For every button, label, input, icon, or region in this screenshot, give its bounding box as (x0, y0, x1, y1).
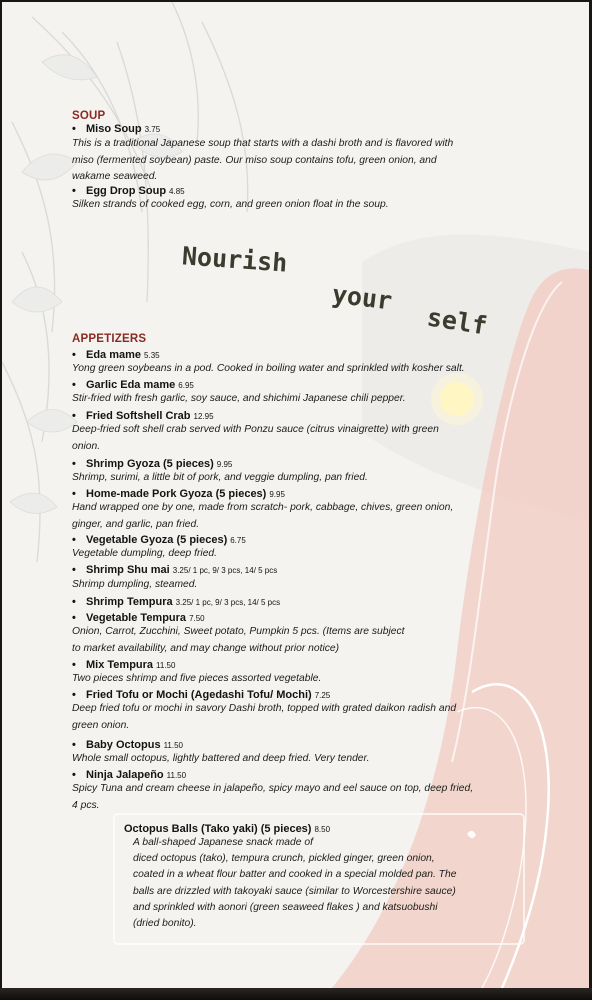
menu-item-miso-soup: • Miso Soup 3.75 (72, 123, 161, 135)
item-description: Deep-fried soft shell crab served with Ponzu sauce (citrus vinaigrette) with green onion. (72, 424, 439, 452)
menu-item-egg-drop-soup: • Egg Drop Soup 4.85 (72, 185, 185, 197)
menu-item-octopus-balls: Octopus Balls (Tako yaki) (5 pieces) 8.50 (124, 823, 331, 835)
menu-page (2, 2, 589, 988)
soup-heading: SOUP (72, 110, 106, 122)
menu-cover-edge (0, 988, 592, 1000)
slogan-word-3: self (425, 302, 490, 341)
slogan-word-1: Nourish (181, 241, 289, 278)
menu-item-fried-softshell-crab: • Fried Softshell Crab 12.95 (72, 410, 214, 422)
menu-item-ninja-jalapeno: • Ninja Jalapeño 11.50 (72, 769, 187, 781)
item-description: Two pieces shrimp and five pieces assorted vegetable. (72, 673, 322, 684)
menu-content (2, 2, 589, 988)
menu-item-vegetable-gyoza: • Vegetable Gyoza (5 pieces) 6.75 (72, 534, 246, 546)
menu-item-mix-tempura: • Mix Tempura 11.50 (72, 659, 176, 671)
menu-item-eda-mame: • Eda mame 5.35 (72, 349, 160, 361)
item-description: Vegetable dumpling, deep fried. (72, 548, 218, 559)
item-description: Shrimp, surimi, a little bit of pork, and veggie dumpling, pan fried. (72, 472, 368, 483)
item-description: This is a traditional Japanese soup that starts with a dashi broth and is flavored with miso (fermented soybean) paste. Our miso soup contains tofu, green onion, and wakame seaweed. (72, 138, 454, 182)
appetizers-heading: APPETIZERS (72, 333, 147, 345)
item-description: Stir-fried with fresh garlic, soy sauce, and shichimi Japanese chili pepper. (72, 393, 406, 404)
menu-item-vegetable-tempura: • Vegetable Tempura 7.50 (72, 612, 205, 624)
menu-item-shrimp-gyoza: • Shrimp Gyoza (5 pieces) 9.95 (72, 458, 233, 470)
item-description: Deep fried tofu or mochi in savory Dashi broth, topped with grated daikon radish and green onion. (72, 703, 457, 731)
item-description: Silken strands of cooked egg, corn, and green onion float in the soup. (72, 199, 389, 210)
item-description: Hand wrapped one by one, made from scratch- pork, cabbage, chives, green onion, ginger, and garlic, pan fried. (72, 502, 454, 530)
item-description: Spicy Tuna and cream cheese in jalapeño, spicy mayo and eel sauce on top, deep fried, 4 pcs. (72, 783, 474, 811)
item-description: Onion, Carrot, Zucchini, Sweet potato, Pumpkin 5 pcs. (Items are subject to market availability, and may change without prior notice) (72, 626, 405, 654)
menu-item-fried-tofu-mochi: • Fried Tofu or Mochi (Agedashi Tofu/ Mochi) 7.25 (72, 689, 331, 701)
item-description: Shrimp dumpling, steamed. (72, 579, 198, 590)
menu-item-garlic-eda-mame: • Garlic Eda mame 6.95 (72, 379, 194, 391)
slogan-word-2: your (330, 279, 394, 316)
menu-item-baby-octopus: • Baby Octopus 11.50 (72, 739, 184, 751)
menu-item-shrimp-tempura: • Shrimp Tempura 3.25/ 1 pc, 9/ 3 pcs, 14/ 5 pcs (72, 596, 281, 608)
menu-item-shrimp-shu-mai: • Shrimp Shu mai 3.25/ 1 pc, 9/ 3 pcs, 14/ 5 pcs (72, 564, 278, 576)
item-description: Whole small octopus, lightly battered and deep fried. Very tender. (72, 753, 370, 764)
menu-item-pork-gyoza: • Home-made Pork Gyoza (5 pieces) 9.95 (72, 488, 285, 500)
item-description: A ball-shaped Japanese snack made of diced octopus (tako), tempura crunch, pickled ginger, green onion, coated in a wheat flour batter and cooked in a special molded pan. The balls are drizzled with takoyaki sauce (similar to Worcestershire sauce) and sprinkled with aonori (green seaweed flakes ) and katsuobushi (dried bonito). (133, 837, 457, 930)
item-description: Yong green soybeans in a pod. Cooked in boiling water and sprinkled with kosher salt. (72, 363, 465, 374)
